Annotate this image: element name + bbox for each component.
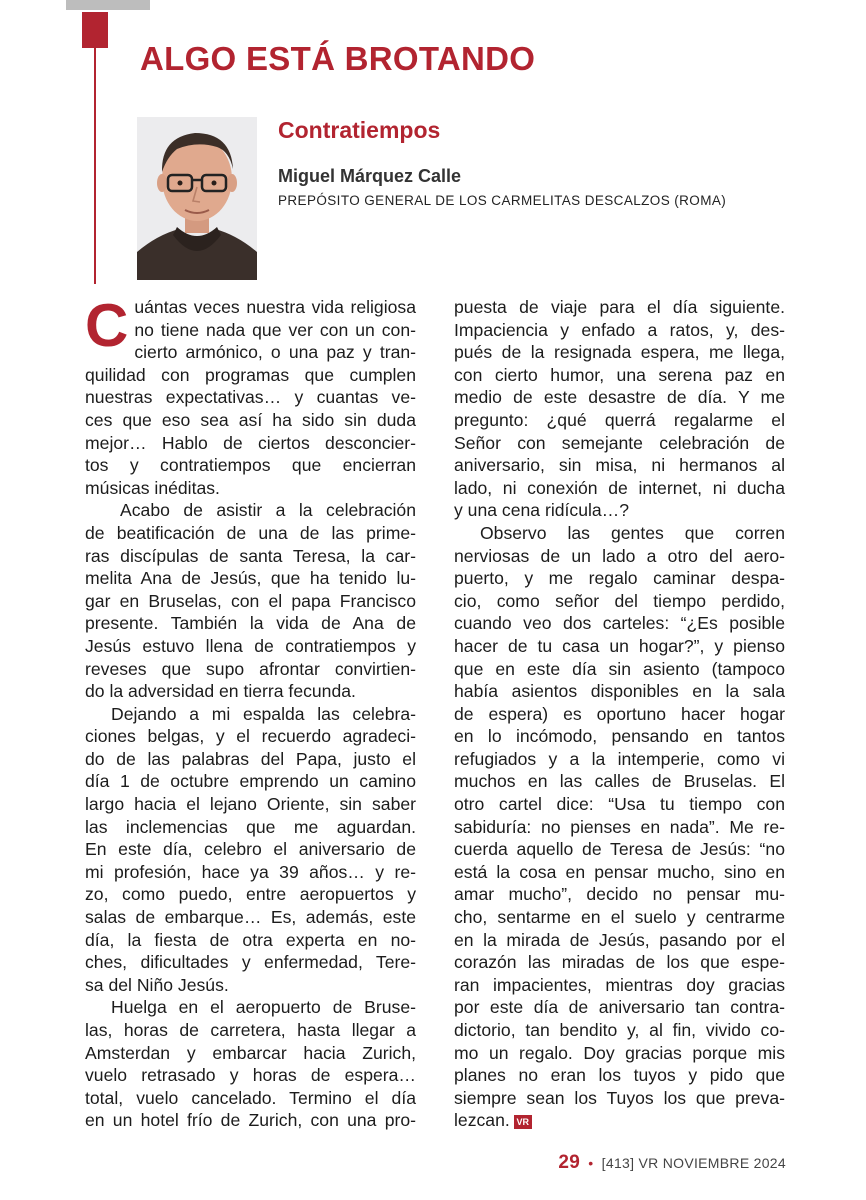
section-marker-block bbox=[82, 12, 108, 48]
text-line: Jesús estuvo llena de contratiempos y bbox=[85, 635, 416, 656]
page-number: 29 bbox=[558, 1152, 581, 1173]
text-line: ches, dificultades y enfermedad, Tere- bbox=[85, 952, 416, 973]
text-line: quilidad con programas que cumplen bbox=[85, 364, 416, 385]
text-line: vuelo retrasado y horas de espera… bbox=[85, 1065, 416, 1086]
text-line: de beatificación de una de las prime- bbox=[85, 522, 416, 543]
article-column-right bbox=[454, 296, 785, 1132]
paragraph-first-line: Acabo de asistir a la celebración bbox=[120, 500, 416, 521]
text-line: puerto, y me regalo caminar despa- bbox=[454, 568, 785, 589]
text-line: total, vuelo cancelado. Termino el día bbox=[85, 1087, 416, 1108]
text-line-last bbox=[454, 1109, 785, 1132]
text-line-end: lezcan. bbox=[454, 1110, 510, 1131]
page-footer bbox=[558, 1152, 786, 1174]
author-portrait-illustration bbox=[137, 117, 257, 280]
text-line: Amsterdan y embarcar hacia Zurich, bbox=[85, 1042, 416, 1063]
issue-info: [413] VR NOVIEMBRE 2024 bbox=[601, 1155, 786, 1171]
text-line: que en este día sin asiento (tampoco bbox=[454, 658, 785, 679]
text-line: En este día, celebro el aniversario de bbox=[85, 839, 416, 860]
text-line: pués de la resignada espera, me llega, bbox=[454, 342, 785, 363]
text-line: en un hotel frío de Zurich, con una pro- bbox=[85, 1110, 416, 1131]
text-line: planes no eran los tuyos y pido que bbox=[454, 1065, 785, 1086]
text-line: medio de este desastre de día. Y me bbox=[454, 387, 785, 408]
vr-end-mark-icon: VR bbox=[514, 1115, 532, 1129]
text-line: amar mucho”, decido no pensar mu- bbox=[454, 884, 785, 905]
text-line: sa del Niño Jesús. bbox=[85, 974, 229, 995]
text-line: largo hacia el lejano Oriente, sin saber bbox=[85, 794, 416, 815]
text-line: do la adversidad en tierra fecunda. bbox=[85, 681, 356, 702]
text-line: refugiados y a la intemperie, como vi bbox=[454, 748, 785, 769]
text-line: las, horas de carretera, hasta llegar a bbox=[85, 1020, 416, 1040]
text-line: Señor con semejante celebración de bbox=[454, 432, 785, 453]
text-line: presente. También la vida de Ana de bbox=[85, 613, 416, 634]
text-line: con cierto humor, una serena paz en bbox=[454, 364, 785, 385]
text-line: zo, como puedo, entre aeropuertos y bbox=[85, 884, 416, 905]
text-line: ces que eso sea así ha sido sin duda bbox=[85, 409, 416, 430]
text-line: muchos en las calles de Bruselas. El bbox=[454, 771, 785, 792]
text-line: ras discípulas de santa Teresa, la car- bbox=[85, 545, 416, 566]
text-line: cierto armónico, o una paz y tran- bbox=[134, 342, 416, 363]
text-line: en lo incómodo, pensando en tantos bbox=[454, 726, 785, 747]
paragraph-first-line: Observo las gentes que corren bbox=[480, 522, 785, 543]
text-line: corazón las miradas de los que espe- bbox=[454, 952, 785, 973]
text-line: había asientos disponibles en la sala bbox=[454, 681, 785, 702]
paragraph-first-line: Dejando a mi espalda las celebra- bbox=[111, 703, 416, 724]
article-title: Contratiempos bbox=[278, 117, 441, 143]
text-line: nerviosas de un lado a otro del aero- bbox=[454, 545, 785, 566]
text-line: reveses que supo afrontar convirtien- bbox=[85, 658, 416, 679]
text-line: en la mirada de Jesús, pasando por el bbox=[454, 929, 785, 950]
text-line: día 1 de octubre emprendo un camino bbox=[85, 771, 416, 792]
text-line: está la cosa en pensar mucho, sino en bbox=[454, 861, 785, 882]
text-line: cio, como señor del tiempo perdido, bbox=[454, 590, 785, 611]
text-line: nuestras expectativas… y cuantas ve- bbox=[85, 387, 416, 408]
text-line: puesta de viaje para el día siguiente. bbox=[454, 297, 785, 317]
text-line: otro cartel dice: “Usa tu tiempo con bbox=[454, 794, 785, 815]
text-line: uántas veces nuestra vida religiosa bbox=[134, 297, 416, 317]
text-line: mi profesión, hace ya 39 años… y re- bbox=[85, 861, 416, 882]
section-vertical-rule bbox=[94, 48, 96, 284]
text-line: tos y contratiempos que encierran bbox=[85, 455, 416, 476]
text-line: mejor… Hablo de ciertos desconcier- bbox=[85, 432, 416, 453]
text-line: cuando veo dos carteles: “¿Es posible bbox=[454, 613, 785, 634]
text-line: Impaciencia y enfado a ratos, y, des- bbox=[454, 319, 785, 340]
text-line: y una cena ridícula…? bbox=[454, 500, 630, 521]
author-name: Miguel Márquez Calle bbox=[278, 166, 462, 186]
author-role: PREPÓSITO GENERAL DE LOS CARMELITAS DESCALZOS (ROMA) bbox=[278, 193, 727, 208]
footer-bullet: • bbox=[588, 1155, 594, 1171]
text-line: do de las palabras del Papa, justo el bbox=[85, 748, 416, 769]
text-line: melita Ana de Jesús, que ha tenido lu- bbox=[85, 568, 416, 589]
text-line: día, la fiesta de otra experta en no- bbox=[85, 929, 416, 950]
text-line: por este día de aniversario tan contra- bbox=[454, 997, 785, 1018]
drop-cap: C bbox=[85, 292, 129, 359]
text-line: músicas inéditas. bbox=[85, 477, 220, 498]
paragraph-first-line: Huelga en el aeropuerto de Bruse- bbox=[111, 997, 416, 1018]
article-column-left bbox=[85, 292, 416, 1132]
author-portrait bbox=[137, 117, 257, 280]
text-line: hacer de tu casa un hogar?”, y pienso bbox=[454, 635, 785, 656]
section-title: ALGO ESTÁ BROTANDO bbox=[140, 40, 536, 77]
text-line: ciones belgas, y el recuerdo agradeci- bbox=[85, 726, 416, 747]
text-line: aniversario, sin misa, ni hermanos al bbox=[454, 455, 785, 476]
text-line: cho, sentarme en el suelo y centrarme bbox=[454, 907, 785, 928]
text-line: cuerda aquello de Teresa de Jesús: “no bbox=[454, 839, 785, 860]
text-line: de espera) es oportuno hacer hogar bbox=[454, 703, 785, 724]
text-line: lado, ni conexión de internet, ni ducha bbox=[454, 477, 785, 498]
text-line: sabiduría: no pienses en nada”. Me re- bbox=[454, 816, 785, 837]
text-line: siempre sean los Tuyos los que preva- bbox=[454, 1087, 785, 1108]
text-line: mo un regalo. Doy gracias porque mis bbox=[454, 1042, 785, 1063]
text-line: dictorio, tan bendito y, al fin, vivido co- bbox=[454, 1020, 785, 1040]
text-line: salas de embarque… Es, además, este bbox=[85, 907, 416, 928]
text-line: ran impacientes, mientras doy gracias bbox=[454, 974, 785, 995]
text-line: no tiene nada que ver con un con- bbox=[134, 319, 416, 340]
top-tab-strip bbox=[66, 0, 150, 10]
text-line: pregunto: ¿qué querrá regalarme el bbox=[454, 409, 785, 430]
text-line: gar en Bruselas, con el papa Francisco bbox=[85, 590, 416, 611]
text-line: las inclemencias que me aguardan. bbox=[85, 816, 416, 837]
